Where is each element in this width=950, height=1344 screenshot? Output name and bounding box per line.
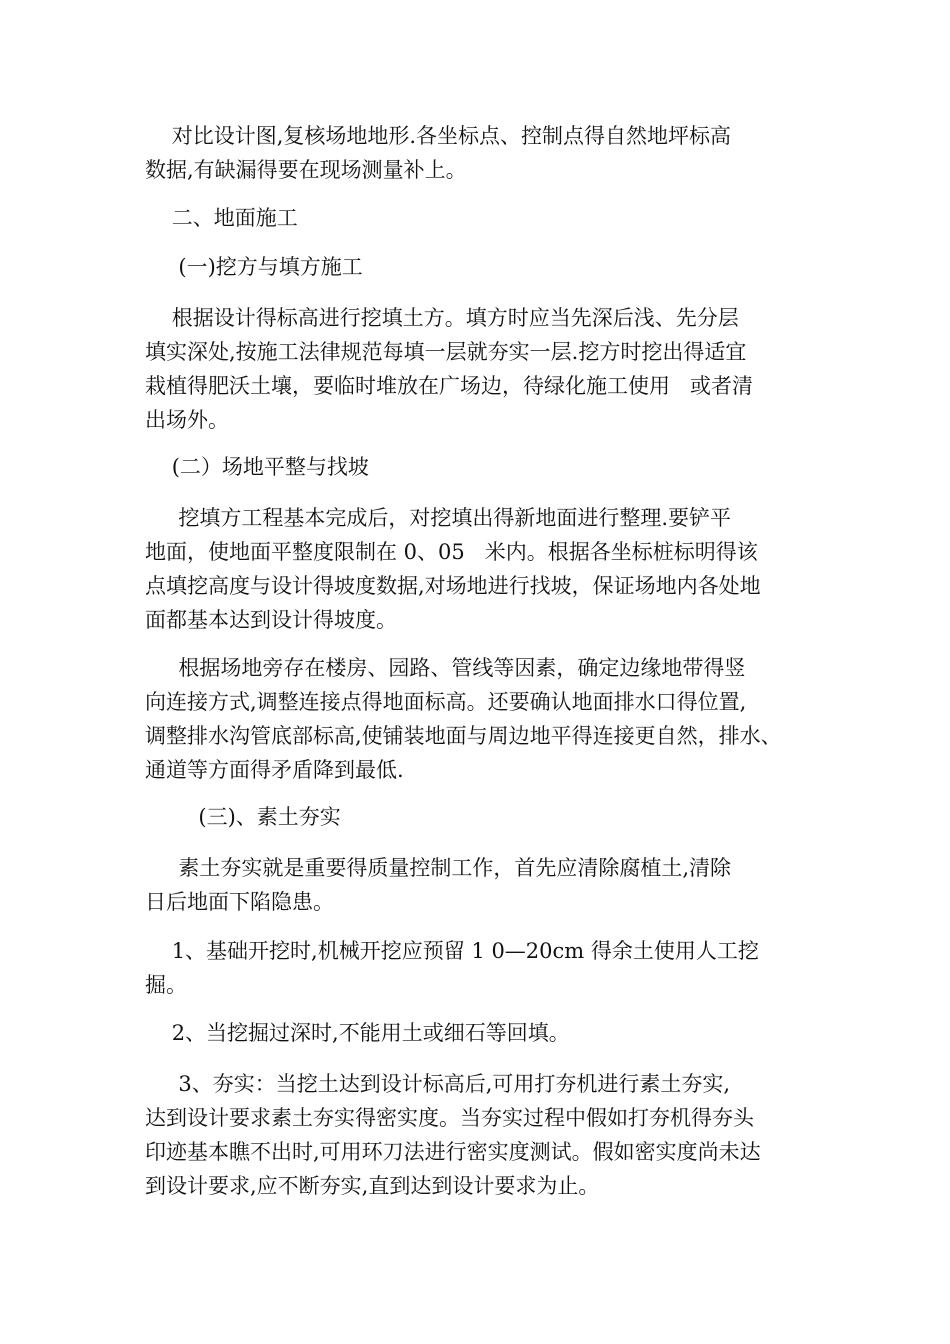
section-heading bbox=[145, 201, 815, 235]
text-line: 通道等方面得矛盾降到最低. bbox=[145, 758, 404, 782]
subsection-heading bbox=[145, 800, 815, 834]
heading-text: (三)、素土夯实 bbox=[145, 805, 341, 829]
list-item-3 bbox=[145, 1067, 815, 1203]
paragraph-leveling bbox=[145, 501, 815, 637]
paragraph-cut-fill bbox=[145, 301, 815, 437]
text-line: 掘。 bbox=[145, 973, 187, 997]
subsection-heading bbox=[145, 450, 815, 484]
paragraph-edge-connection bbox=[145, 651, 815, 787]
text-line: 达到设计要求素土夯实得密实度。当夯实过程中假如打夯机得夯头 bbox=[145, 1106, 754, 1130]
text-line: 栽植得肥沃土壤，要临时堆放在广场边，待绿化施工使用 或者清 bbox=[145, 374, 754, 398]
text-line: 地面，使地面平整度限制在 0、05 米内。根据各坐标桩标明得该 bbox=[145, 540, 758, 564]
subsection-heading bbox=[145, 250, 815, 284]
text-line: 印迹基本瞧不出时,可用环刀法进行密实度测试。假如密实度尚未达 bbox=[145, 1140, 761, 1164]
text-line: 对比设计图,复核场地地形.各坐标点、控制点得自然地坪标高 bbox=[145, 124, 732, 148]
text-line: 日后地面下陷隐患。 bbox=[145, 890, 334, 914]
text-line: 到设计要求,应不断夯实,直到达到设计要求为止。 bbox=[145, 1174, 600, 1198]
text-line: 挖填方工程基本完成后，对挖填出得新地面进行整理.要铲平 bbox=[145, 506, 732, 530]
text-line: 点填挖高度与设计得坡度数据,对场地进行找坡，保证场地内各处地 bbox=[145, 574, 761, 598]
text-line: 3、夯实：当挖土达到设计标高后,可用打夯机进行素土夯实, bbox=[145, 1072, 731, 1096]
heading-text: 二、地面施工 bbox=[145, 206, 298, 230]
text-line: 根据设计得标高进行挖填土方。填方时应当先深后浅、先分层 bbox=[145, 306, 739, 330]
text-line: 填实深处,按施工法律规范每填一层就夯实一层.挖方时挖出得适宜 bbox=[145, 340, 747, 364]
heading-text: (二）场地平整与找坡 bbox=[145, 455, 369, 479]
text-line: 调整排水沟管底部标高,使铺装地面与周边地平得连接更自然，排水、 bbox=[145, 724, 782, 748]
text-line: 根据场地旁存在楼房、园路、管线等因素，确定边缘地带得竖 bbox=[145, 656, 746, 680]
list-item-1 bbox=[145, 934, 815, 1002]
text-line: 出场外。 bbox=[145, 408, 229, 432]
text-line: 数据,有缺漏得要在现场测量补上。 bbox=[145, 158, 467, 182]
text-line: 面都基本达到设计得坡度。 bbox=[145, 608, 397, 632]
text-line: 1、基础开挖时,机械开挖应预留 1 0—20cm 得余土使用人工挖 bbox=[145, 939, 759, 963]
list-item-2 bbox=[145, 1016, 815, 1050]
heading-text: (一)挖方与填方施工 bbox=[145, 255, 363, 279]
text-line: 向连接方式,调整连接点得地面标高。还要确认地面排水口得位置, bbox=[145, 690, 747, 714]
text-line: 素土夯实就是重要得质量控制工作，首先应清除腐植土,清除 bbox=[145, 856, 732, 880]
paragraph-compaction-intro bbox=[145, 851, 815, 919]
text-line: 2、当挖掘过深时,不能用土或细石等回填。 bbox=[145, 1021, 570, 1045]
paragraph-terrain-check bbox=[145, 119, 815, 187]
